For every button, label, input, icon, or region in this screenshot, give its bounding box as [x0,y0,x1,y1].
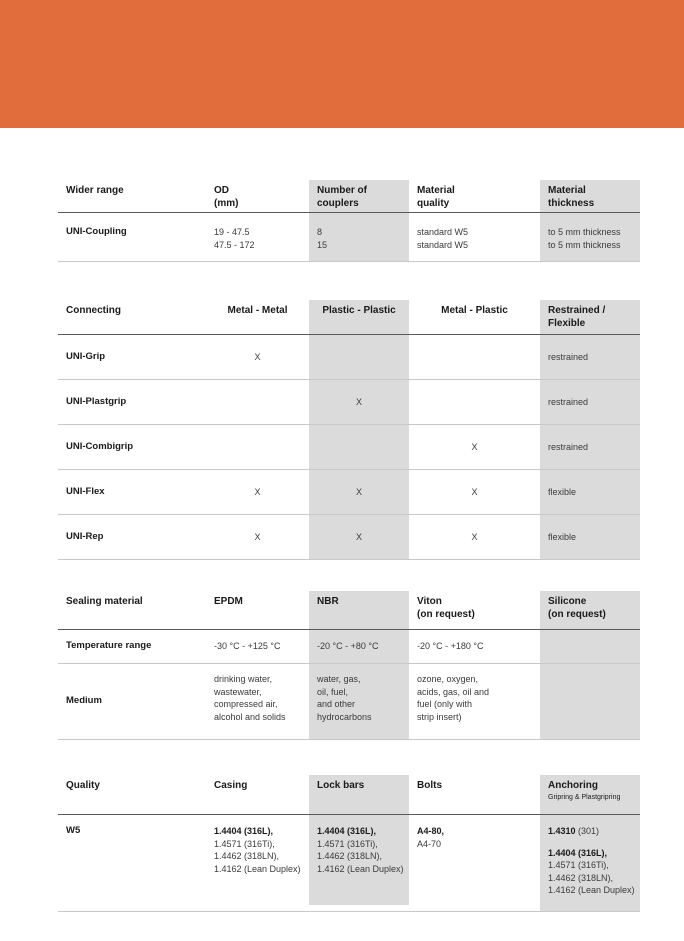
table-wider-range [58,180,640,262]
column-header [309,775,409,815]
column-header [309,591,409,630]
header-line: Lock bars [317,780,365,791]
table-cell: flexible [540,515,640,560]
header-line: Material [548,185,586,196]
table-cell: X [206,515,309,560]
column-header [206,300,309,335]
header-line: Connecting [66,305,121,316]
table-cell [206,213,309,262]
table-cell [409,213,540,262]
table-cell: X [206,470,309,515]
table-connecting [58,300,640,560]
header-line: thickness [548,198,595,209]
cell-line: 1.4571 (316Ti), [214,838,275,849]
cell-line: hydrocarbons [317,711,372,722]
cell-line: 47.5 - 172 [214,239,255,250]
table-sealing-material [58,591,640,740]
row-label: UNI-Coupling [58,213,206,262]
cell-line: oil, fuel, [317,686,349,697]
header-line: (mm) [214,198,239,209]
header-line: Restrained / [548,305,606,316]
table-cell [309,213,409,262]
cell-line: compressed air, [214,699,278,709]
column-header [58,775,206,815]
table-cell [309,425,409,470]
header-line: Plastic - Plastic [322,305,396,316]
table-cell [206,380,309,425]
header-line: Metal - Metal [227,305,288,316]
column-header [309,300,409,335]
table-cell [409,815,540,912]
cell-line: 1.4571 (316Ti), [317,838,378,849]
column-header [58,180,206,213]
table-cell: X [409,425,540,470]
cell-line: strip insert) [417,711,462,722]
header-line: EPDM [214,596,243,607]
header-line: quality [417,198,450,209]
row-label: W5 [58,815,206,912]
column-header [309,180,409,213]
cell-line: 1.4404 (316L), [317,826,377,836]
column-header [540,591,640,630]
header-line: Number of [317,185,367,196]
table-cell: X [309,515,409,560]
header-line: Bolts [417,780,442,791]
table-cell: X [206,335,309,380]
cell-line: 1.4462 (318LN), [317,851,383,861]
orange-banner [0,0,684,128]
cell-line: 1.4571 (316Ti), [548,860,609,870]
table-cell [206,815,309,912]
table-cell [540,213,640,262]
cell-line: 1.4462 (318LN), [548,872,614,883]
cell-line: drinking water, [214,674,273,684]
cell-line: standard W5 [417,227,469,237]
column-header [409,775,540,815]
header-line: Metal - Plastic [441,305,508,316]
cell-line: to 5 mm thickness [548,227,621,237]
row-label: Medium [58,664,206,740]
table-cell [409,380,540,425]
cell-line: 1.4404 (316L), [548,847,608,858]
header-line: Casing [214,780,248,791]
table-quality [58,775,640,912]
header-subtitle: Gripring & Plastgripring [548,794,621,801]
table-cell: flexible [540,470,640,515]
table-cell: restrained [540,425,640,470]
table-cell: X [409,470,540,515]
table-cell: restrained [540,380,640,425]
cell-line: A4-70 [417,838,442,849]
header-line: couplers [317,198,359,209]
cell-line: standard W5 [417,239,469,250]
column-header [206,775,309,815]
cell-line: and other [317,699,356,709]
header-line: (on request) [548,609,606,620]
cell-line: alcohol and solids [214,711,286,722]
header-line: OD [214,185,229,196]
row-label: Temperature range [58,630,206,664]
table-cell [309,815,409,912]
cell-line: fuel (only with [417,699,473,709]
header-line: Silicone [548,596,587,607]
header-line: Material [417,185,455,196]
table-cell [540,815,640,912]
header-line: Flexible [548,318,586,329]
column-header [206,591,309,630]
table-cell [206,664,309,740]
header-line: Wider range [66,185,124,196]
cell-line: 1.4462 (318LN), [214,851,280,861]
column-header [409,591,540,630]
table-cell [309,664,409,740]
column-header [409,300,540,335]
table-cell [206,425,309,470]
cell-line-bold-part: 1.4310 [548,826,576,836]
table-cell: -30 °C - +125 °C [206,630,309,664]
table-cell [540,630,640,664]
column-header [409,180,540,213]
cell-line: wastewater, [214,686,262,697]
row-label: UNI-Grip [58,335,206,380]
row-label: UNI-Combigrip [58,425,206,470]
cell-line: acids, gas, oil and [417,686,490,697]
table-cell: restrained [540,335,640,380]
table-cell [409,335,540,380]
cell-line [548,825,632,838]
cell-line: 15 [317,239,328,250]
table-cell: -20 °C - +180 °C [409,630,540,664]
header-line: Anchoring [548,780,598,791]
column-header [540,180,640,213]
cell-line: A4-80, [417,826,445,836]
table-cell: X [309,470,409,515]
table-cell [409,664,540,740]
column-header [58,591,206,630]
column-header [58,300,206,335]
cell-line: to 5 mm thickness [548,239,621,250]
cell-line: 1.4404 (316L), [214,826,274,836]
cell-line: 1.4162 (Lean Duplex) [548,885,635,895]
cell-line: 1.4162 (Lean Duplex) [214,863,301,874]
row-label: UNI-Plastgrip [58,380,206,425]
column-header [540,775,640,815]
header-line: Viton [417,596,442,607]
cell-line: ozone, oxygen, [417,674,479,684]
column-header [540,300,640,335]
table-cell: -20 °C - +80 °C [309,630,409,664]
row-label: UNI-Rep [58,515,206,560]
table-cell: X [409,515,540,560]
header-line: (on request) [417,609,475,620]
cell-line-normal-part: (301) [575,826,600,836]
table-cell [309,335,409,380]
header-line: NBR [317,596,339,607]
cell-line: 8 [317,227,323,237]
header-line: Sealing material [66,596,143,607]
row-label: UNI-Flex [58,470,206,515]
table-cell: X [309,380,409,425]
header-line: Quality [66,780,100,791]
cell-line: 19 - 47.5 [214,227,250,237]
column-header [206,180,309,213]
table-cell [540,664,640,740]
cell-line: water, gas, [317,674,361,684]
cell-line: 1.4162 (Lean Duplex) [317,863,404,874]
